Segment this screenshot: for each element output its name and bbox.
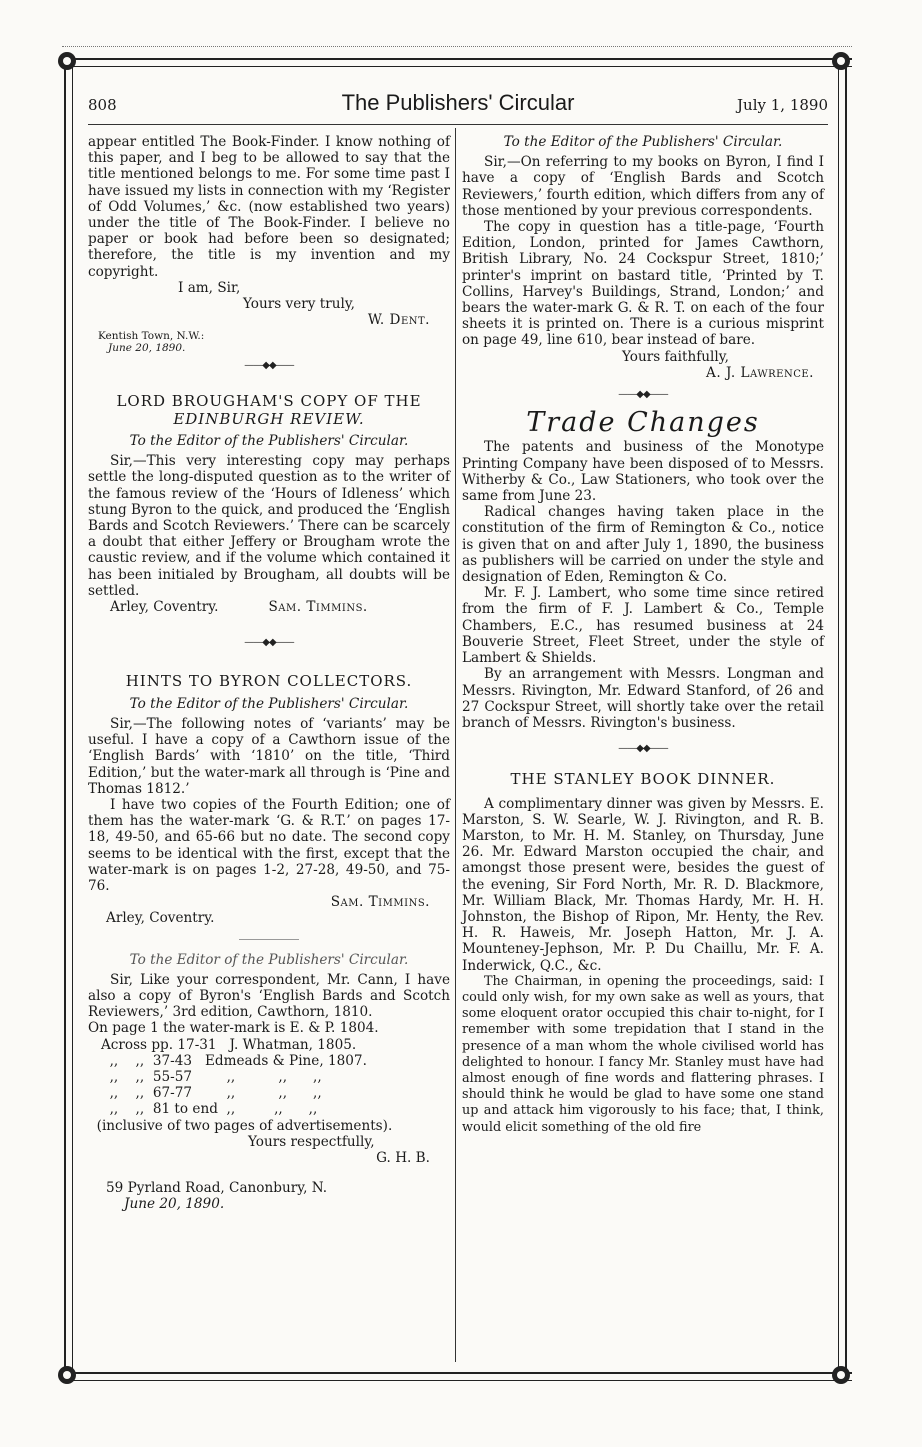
article-heading: LORD BROUGHAM'S COPY OF THE [116,391,422,410]
watermark-list [88,1020,450,1133]
list-item: ,, ,, 81 to end ,, ,, ,, [88,1101,318,1118]
address-line: 59 Pyrland Road, Canonbury, N. [106,1180,328,1197]
section-heading: Trade Changes [526,407,760,439]
signature-name: A. J. Lawrence. [706,364,814,381]
list-item: On page 1 the water-mark is E. & P. 1804. [88,1020,379,1037]
publication-title: The Publishers' Circular [341,90,575,115]
bottom-border-rule [62,1372,852,1381]
list-item: (inclusive of two pages of advertisements). [88,1117,393,1134]
news-paragraph: By an arrangement with Messrs. Longman and Messrs. Rivington, Mr. Edward Stanford, of 26 and 27 Cockspur Street, will shortly take over the retail branch of Messrs. Rivington's business. [462,666,824,731]
corner-ornament-icon [832,52,850,70]
article-paragraph: The Chairman, in opening the proceedings, said: I could only wish, for my own sake as well as yours, that some eloquent orator occupied this chair to-night, for I remember with some trepidation that I stand in the presence of a man whom the whole civilised world has delighted to honour. I fancy Mr. Stanley must have had almost enough of fine words and flattering phrases. I should think he would be glad to have some one stand up and attack him vigorously to his face; that, I think, would elicit something of the old fire [462,973,824,1135]
address-date: June 20, 1890. [124,1196,225,1213]
top-border-rule [62,58,852,67]
signature-line: Yours faithfully, [622,348,729,365]
right-column [462,134,824,1136]
right-border-rule [838,60,847,1378]
signature-line: Yours very truly, [243,296,356,313]
signature-line [88,599,450,615]
section-separator: ——◆◆—— [244,360,294,372]
address-line: Kentish Town, N.W.: [98,330,205,343]
list-item: ,, ,, 37-43 Edmeads & Pine, 1807. [88,1052,367,1069]
letter-paragraph: appear entitled The Book-Finder. I know nothing of this paper, and I beg to be allowed to say that the title mentioned belongs to me. For some time past I have issued my lists in connection with my ‘Register of Odd Volumes,’ &c. (now established two years) under the title of The Book-Finder. I believe no paper or book had before been so designated; therefore, the title is my invention and my copyright. [88,134,450,280]
signature-line: I am, Sir, [178,279,241,296]
letter-paragraph: Sir, Like your correspondent, Mr. Cann, I have also a copy of Byron's ‘English Bards and Scotch Reviewers,’ 3rd edition, Cawthorn, 1810. [88,971,450,1021]
section-separator: ——◆◆—— [244,637,294,649]
letter-paragraph: I have two copies of the Fourth Edition; one of them has the water-mark ‘G. & R.T.’ on pages 17-18, 49-50, and 65-66 but no date. The second copy seems to be identical with the first, except that the water-mark is on pages 1-2, 27-28, 49-50, and 75-76. [88,796,450,894]
divider-line [239,939,299,940]
running-header [88,90,828,125]
signature-place: Arley, Coventry. [106,910,215,927]
editor-salutation: To the Editor of the Publishers' Circular. [129,433,409,450]
list-item: Across pp. 17-31 J. Whatman, 1805. [88,1036,357,1053]
signature-place: Arley, Coventry. [110,599,219,616]
page-number: 808 [88,96,117,114]
news-paragraph: The patents and business of the Monotype Printing Company have been disposed of to Messrs. Witherby & Co., Law Stationers, who took over the same from June 23. [462,439,824,505]
section-separator: ——◆◆—— [618,389,668,401]
news-paragraph: Mr. F. J. Lambert, who some time since retired from the firm of F. J. Lambert & Co., Temple Chambers, E.C., has resumed business at 24 Bouverie Street, Fleet Street, under the style of Lambert & Shields. [462,585,824,667]
news-paragraph: Radical changes having taken place in the constitution of the firm of Remington & Co., notice is given that on and after July 1, 1890, the business as publishers will be carried on under the style and designation of Eden, Remington & Co. [462,504,824,586]
signature-line: Yours respectfully, [248,1133,375,1150]
signature-name: Sam. Timmins. [330,894,430,911]
address-date: June 20, 1890. [108,342,186,355]
signature-name: G. H. B. [376,1149,430,1166]
letter-paragraph: Sir,—The following notes of ‘variants’ may be useful. I have a copy of a Cawthorn issue of the ‘English Bards’ with ‘1810’ on the title, ‘Third Edition,’ but the water-mark all through is ‘Pine and Thomas 1812.’ [88,715,450,797]
section-separator: ——◆◆—— [618,743,668,755]
editor-salutation: To the Editor of the Publishers' Circular. [129,695,409,712]
article-heading: HINTS TO BYRON COLLECTORS. [125,672,413,691]
signature-name: Sam. Timmins. [268,599,368,616]
signature-name: W. Dent. [367,312,430,329]
list-item: ,, ,, 55-57 ,, ,, ,, [88,1068,322,1085]
column-divider [455,128,456,1362]
letter-paragraph: Sir,—On referring to my books on Byron, I find I have a copy of ‘English Bards and Scotch Reviewers,’ fourth edition, which differs from any of those mentioned by your previous correspondents. [462,154,824,219]
letter-paragraph: The copy in question has a title-page, ‘Fourth Edition, London, printed for James Cawthorn, British Library, No. 24 Cockspur Street, 1810;’ printer's imprint on bastard title, ‘Printed by T. Collins, Harvey's Buildings, Strand, London;’ and bears the water-mark G. & R. T. on each of the four sheets it is printed on. There is a curious misprint on page 49, line 610, bear instead of bare. [462,219,824,349]
issue-date: July 1, 1890 [737,96,828,114]
article-subheading: EDINBURGH REVIEW. [173,409,365,428]
editor-salutation: To the Editor of the Publishers' Circular. [503,134,783,150]
editor-salutation: To the Editor of the Publishers' Circular. [129,951,409,968]
letter-paragraph: Sir,—This very interesting copy may perhaps settle the long-disputed question as to the writer of the famous review of the ‘Hours of Idleness’ which stung Byron to the quick, and produced the ‘English Bards and Scotch Reviewers.’ There can be scarcely a doubt that either Jeffery or Brougham wrote the caustic review, and if the volume which contained it has been initialed by Brougham, all doubts will be settled. [88,453,450,599]
article-heading: THE STANLEY BOOK DINNER. [510,770,776,789]
corner-ornament-icon [832,1366,850,1384]
corner-ornament-icon [58,1366,76,1384]
left-border-rule [64,60,73,1378]
corner-ornament-icon [58,52,76,70]
top-dotted-rule [62,46,852,51]
article-paragraph: A complimentary dinner was given by Messrs. E. Marston, S. W. Searle, W. J. Rivington, and R. B. Marston, to Mr. H. M. Stanley, on Thursday, June 26. Mr. Edward Marston occupied the chair, and amongst those present were, besides the guest of the evening, Sir Ford North, Mr. R. D. Blackmore, Mr. William Black, Mr. Thomas Hardy, Mr. H. H. Johnston, the Bishop of Ripon, Mr. Henty, the Rev. H. R. Haweis, Mr. Joseph Hatton, Mr. J. A. Mounteney-Jephson, Mr. P. Du Chaillu, Mr. F. A. Inderwick, Q.C., &c. [462,795,824,974]
left-column [88,134,450,1213]
list-item: ,, ,, 67-77 ,, ,, ,, [88,1085,322,1102]
